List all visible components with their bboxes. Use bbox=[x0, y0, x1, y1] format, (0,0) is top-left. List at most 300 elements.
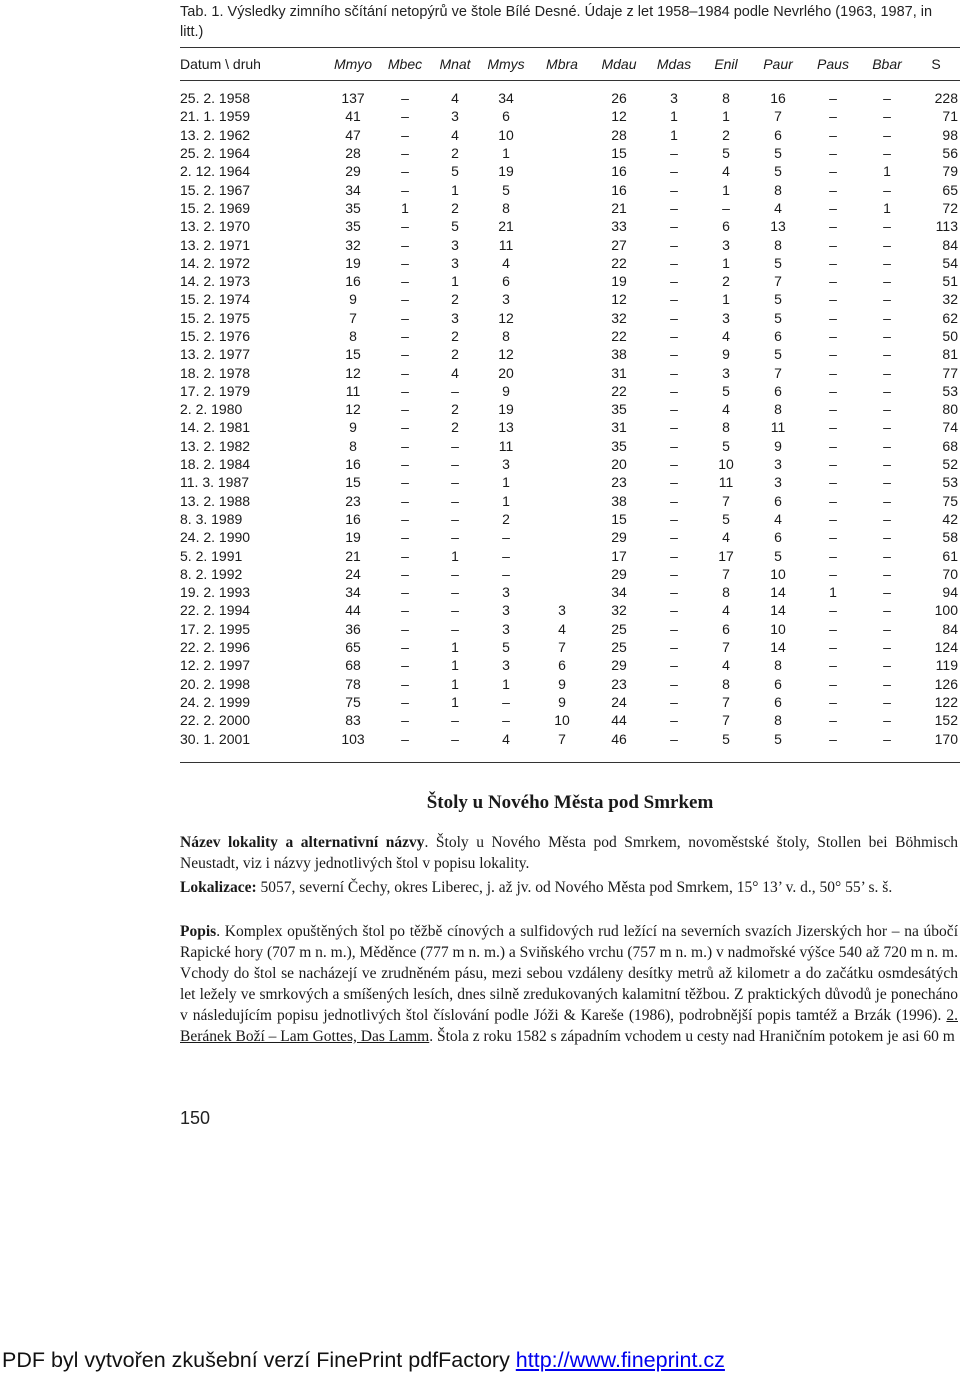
count-cell: – bbox=[670, 236, 678, 253]
count-cell bbox=[534, 162, 590, 180]
count-cell: – bbox=[401, 273, 409, 290]
count-cell: 19 bbox=[611, 273, 627, 290]
count-cell bbox=[534, 455, 590, 473]
table-row bbox=[180, 126, 960, 144]
count-cell: – bbox=[883, 108, 891, 125]
count-cell bbox=[534, 327, 590, 345]
count-cell: – bbox=[401, 108, 409, 125]
header-species: Mdau bbox=[590, 48, 648, 81]
date-cell: 12. 2. 1997 bbox=[180, 657, 251, 674]
count-cell: – bbox=[451, 529, 459, 546]
table-row bbox=[180, 235, 960, 253]
table-row bbox=[180, 217, 960, 235]
count-cell: 2 bbox=[451, 291, 459, 308]
header-species: Mmys bbox=[478, 48, 534, 81]
header-species: Paur bbox=[752, 48, 804, 81]
count-cell bbox=[534, 309, 590, 327]
count-cell: – bbox=[401, 492, 409, 509]
date-cell: 21. 1. 1959 bbox=[180, 108, 251, 125]
count-cell: 1 bbox=[451, 657, 459, 674]
count-cell: – bbox=[883, 437, 891, 454]
count-cell: 38 bbox=[611, 346, 627, 363]
sum-cell: 98 bbox=[942, 126, 958, 143]
count-cell: – bbox=[670, 254, 678, 271]
count-cell bbox=[534, 583, 590, 601]
count-cell: 15 bbox=[345, 474, 361, 491]
count-cell: 5 bbox=[774, 346, 782, 363]
count-cell: 4 bbox=[722, 401, 730, 418]
count-cell bbox=[534, 254, 590, 272]
table-row bbox=[180, 510, 960, 528]
count-cell: 12 bbox=[498, 346, 514, 363]
count-cell: – bbox=[883, 291, 891, 308]
count-cell: 3 bbox=[502, 456, 510, 473]
date-cell: 15. 2. 1969 bbox=[180, 199, 251, 216]
table-row bbox=[180, 583, 960, 601]
count-cell: 32 bbox=[345, 236, 361, 253]
count-cell: 5 bbox=[451, 218, 459, 235]
count-cell: – bbox=[829, 565, 837, 582]
count-cell: 7 bbox=[558, 730, 566, 747]
count-cell: – bbox=[883, 657, 891, 674]
count-cell: 34 bbox=[611, 584, 627, 601]
count-cell: 6 bbox=[558, 657, 566, 674]
count-cell: 3 bbox=[774, 456, 782, 473]
count-cell: 21 bbox=[498, 218, 514, 235]
table-row bbox=[180, 492, 960, 510]
count-cell: – bbox=[670, 510, 678, 527]
count-cell: 15 bbox=[345, 346, 361, 363]
paragraph-description-label: Popis bbox=[180, 923, 217, 940]
spacer-cell bbox=[180, 81, 960, 90]
count-cell: – bbox=[670, 547, 678, 564]
count-cell: 1 bbox=[451, 693, 459, 710]
count-cell: 5 bbox=[722, 730, 730, 747]
count-cell: 2 bbox=[451, 419, 459, 436]
count-cell bbox=[534, 382, 590, 400]
count-cell: 11 bbox=[718, 474, 734, 491]
count-cell: 12 bbox=[345, 364, 361, 381]
header-species: Mbra bbox=[534, 48, 590, 81]
count-cell: – bbox=[883, 547, 891, 564]
count-cell: 7 bbox=[349, 309, 357, 326]
adit-name-link: 2. Beránek Boží – Lam Gottes, Das Lamm bbox=[180, 1007, 958, 1045]
count-cell: 8 bbox=[774, 181, 782, 198]
count-cell: – bbox=[829, 474, 837, 491]
count-cell: 2 bbox=[451, 199, 459, 216]
count-cell: 7 bbox=[722, 712, 730, 729]
count-cell: 3 bbox=[502, 602, 510, 619]
count-cell: – bbox=[670, 291, 678, 308]
date-cell: 24. 2. 1999 bbox=[180, 693, 251, 710]
table-row bbox=[180, 400, 960, 418]
sum-cell: 100 bbox=[934, 602, 958, 619]
count-cell: 8 bbox=[774, 236, 782, 253]
count-cell: 1 bbox=[451, 181, 459, 198]
paragraph-location-text: 5057, severní Čechy, okres Liberec, j. až jv. od Nového Města pod Smrkem, 15° 13’ v. d., 50° 55’ s. š. bbox=[256, 879, 893, 896]
count-cell: – bbox=[670, 309, 678, 326]
count-cell: – bbox=[883, 328, 891, 344]
count-cell bbox=[534, 199, 590, 217]
count-cell: 1 bbox=[883, 199, 891, 216]
count-cell: – bbox=[502, 712, 510, 729]
date-cell: 15. 2. 1975 bbox=[180, 309, 251, 326]
count-cell: – bbox=[829, 199, 837, 216]
count-cell: – bbox=[883, 126, 891, 143]
bat-count-table bbox=[180, 47, 960, 763]
paragraph-description bbox=[180, 921, 958, 1047]
count-cell: 6 bbox=[774, 529, 782, 546]
count-cell: 5 bbox=[722, 437, 730, 454]
count-cell bbox=[534, 345, 590, 363]
count-cell: 3 bbox=[774, 474, 782, 491]
header-species: Mmyo bbox=[328, 48, 378, 81]
count-cell: 4 bbox=[558, 620, 566, 637]
count-cell: – bbox=[883, 181, 891, 198]
sum-cell: 81 bbox=[942, 346, 958, 363]
count-cell: – bbox=[401, 547, 409, 564]
count-cell: 5 bbox=[774, 730, 782, 747]
date-cell: 13. 2. 1970 bbox=[180, 218, 251, 235]
count-cell: 2 bbox=[722, 126, 730, 143]
count-cell: 15 bbox=[611, 510, 627, 527]
count-cell: 137 bbox=[341, 90, 365, 107]
table-header-row bbox=[180, 48, 960, 81]
sum-cell: 126 bbox=[934, 675, 958, 692]
count-cell: – bbox=[670, 639, 678, 656]
count-cell: – bbox=[829, 108, 837, 125]
count-cell: 7 bbox=[558, 639, 566, 656]
count-cell: 4 bbox=[722, 657, 730, 674]
paragraph-location-label: Lokalizace: bbox=[180, 879, 257, 896]
header-species: Mbec bbox=[378, 48, 432, 81]
count-cell: 23 bbox=[345, 492, 361, 509]
count-cell: – bbox=[670, 657, 678, 674]
date-cell: 13. 2. 1977 bbox=[180, 346, 251, 363]
count-cell: 1 bbox=[829, 584, 837, 601]
count-cell: 20 bbox=[498, 364, 514, 381]
sum-cell: 68 bbox=[942, 437, 958, 454]
count-cell: – bbox=[883, 346, 891, 363]
date-cell: 22. 2. 1996 bbox=[180, 639, 251, 656]
count-cell: – bbox=[883, 254, 891, 271]
count-cell: – bbox=[829, 529, 837, 546]
count-cell: 1 bbox=[722, 254, 730, 271]
count-cell: 2 bbox=[451, 328, 459, 344]
count-cell: – bbox=[401, 346, 409, 363]
paragraph-name bbox=[180, 832, 958, 874]
count-cell: – bbox=[502, 529, 510, 546]
count-cell bbox=[534, 510, 590, 528]
count-cell: – bbox=[883, 712, 891, 729]
count-cell: 1 bbox=[722, 291, 730, 308]
count-cell: – bbox=[670, 565, 678, 582]
count-cell: 4 bbox=[722, 328, 730, 344]
count-cell: 36 bbox=[345, 620, 361, 637]
count-cell: 6 bbox=[774, 693, 782, 710]
table-row bbox=[180, 473, 960, 491]
count-cell: 6 bbox=[774, 675, 782, 692]
table-row bbox=[180, 199, 960, 217]
count-cell: 32 bbox=[611, 602, 627, 619]
count-cell: – bbox=[670, 419, 678, 436]
date-cell: 8. 3. 1989 bbox=[180, 510, 243, 527]
count-cell: – bbox=[670, 273, 678, 290]
count-cell: 35 bbox=[611, 437, 627, 454]
count-cell: 4 bbox=[502, 730, 510, 747]
count-cell: – bbox=[451, 456, 459, 473]
count-cell: – bbox=[670, 401, 678, 418]
table-row bbox=[180, 638, 960, 656]
count-cell: 4 bbox=[774, 199, 782, 216]
count-cell: – bbox=[502, 565, 510, 582]
count-cell: – bbox=[829, 693, 837, 710]
count-cell: 14 bbox=[770, 602, 786, 619]
count-cell: – bbox=[829, 437, 837, 454]
count-cell bbox=[534, 418, 590, 436]
count-cell: 22 bbox=[611, 382, 627, 399]
count-cell: – bbox=[883, 382, 891, 399]
count-cell: – bbox=[829, 492, 837, 509]
count-cell: – bbox=[670, 364, 678, 381]
table-row bbox=[180, 729, 960, 747]
sum-cell: 74 bbox=[942, 419, 958, 436]
count-cell: 3 bbox=[451, 309, 459, 326]
date-cell: 15. 2. 1967 bbox=[180, 181, 251, 198]
count-cell: 8 bbox=[502, 199, 510, 216]
count-cell: – bbox=[829, 657, 837, 674]
count-cell: 6 bbox=[502, 273, 510, 290]
date-cell: 8. 2. 1992 bbox=[180, 565, 243, 582]
count-cell: – bbox=[829, 90, 837, 107]
count-cell: 6 bbox=[774, 382, 782, 399]
count-cell: 8 bbox=[722, 584, 730, 601]
sum-cell: 61 bbox=[942, 547, 958, 564]
page-number: 150 bbox=[180, 1108, 211, 1128]
count-cell: – bbox=[829, 712, 837, 729]
count-cell: – bbox=[670, 730, 678, 747]
count-cell: 3 bbox=[502, 584, 510, 601]
count-cell: – bbox=[401, 712, 409, 729]
count-cell: 3 bbox=[670, 90, 678, 107]
count-cell: – bbox=[670, 328, 678, 344]
count-cell: 3 bbox=[502, 657, 510, 674]
count-cell: – bbox=[401, 254, 409, 271]
count-cell: 41 bbox=[345, 108, 361, 125]
count-cell: 29 bbox=[611, 529, 627, 546]
count-cell: 9 bbox=[349, 291, 357, 308]
count-cell: – bbox=[670, 620, 678, 637]
date-cell: 13. 2. 1971 bbox=[180, 236, 251, 253]
date-cell: 25. 2. 1958 bbox=[180, 90, 251, 107]
count-cell: – bbox=[670, 218, 678, 235]
count-cell: – bbox=[670, 492, 678, 509]
count-cell: 3 bbox=[502, 291, 510, 308]
count-cell: – bbox=[401, 510, 409, 527]
count-cell: 14 bbox=[770, 639, 786, 656]
count-cell: 8 bbox=[774, 712, 782, 729]
count-cell: 9 bbox=[502, 382, 510, 399]
count-cell: – bbox=[829, 639, 837, 656]
count-cell: 9 bbox=[722, 346, 730, 363]
sum-cell: 54 bbox=[942, 254, 958, 271]
count-cell: 2 bbox=[451, 346, 459, 363]
count-cell: 13 bbox=[498, 419, 514, 436]
count-cell: – bbox=[451, 584, 459, 601]
table-row bbox=[180, 382, 960, 400]
table-row bbox=[180, 711, 960, 729]
sum-cell: 32 bbox=[942, 291, 958, 308]
table-bottom-rule bbox=[180, 748, 960, 763]
count-cell: 5 bbox=[502, 639, 510, 656]
count-cell: – bbox=[829, 273, 837, 290]
count-cell: 33 bbox=[611, 218, 627, 235]
count-cell: 1 bbox=[502, 145, 510, 162]
sum-cell: 70 bbox=[942, 565, 958, 582]
count-cell: 1 bbox=[722, 108, 730, 125]
sum-cell: 84 bbox=[942, 620, 958, 637]
count-cell: 8 bbox=[774, 657, 782, 674]
date-cell: 30. 1. 2001 bbox=[180, 730, 251, 747]
date-cell: 15. 2. 1974 bbox=[180, 291, 251, 308]
count-cell: 2 bbox=[502, 510, 510, 527]
count-cell: – bbox=[883, 474, 891, 491]
count-cell: – bbox=[451, 437, 459, 454]
count-cell: – bbox=[829, 236, 837, 253]
count-cell: 4 bbox=[451, 364, 459, 381]
count-cell: 23 bbox=[611, 675, 627, 692]
count-cell bbox=[534, 144, 590, 162]
count-cell: 4 bbox=[722, 602, 730, 619]
sum-cell: 77 bbox=[942, 364, 958, 381]
sum-cell: 65 bbox=[942, 181, 958, 198]
count-cell: – bbox=[670, 145, 678, 162]
count-cell: – bbox=[883, 401, 891, 418]
count-cell: 8 bbox=[722, 675, 730, 692]
count-cell: 34 bbox=[345, 584, 361, 601]
sum-cell: 56 bbox=[942, 145, 958, 162]
count-cell: 2 bbox=[451, 145, 459, 162]
count-cell: 1 bbox=[451, 273, 459, 290]
count-cell: 16 bbox=[345, 510, 361, 527]
date-cell: 18. 2. 1984 bbox=[180, 456, 251, 473]
count-cell: 24 bbox=[345, 565, 361, 582]
count-cell bbox=[534, 89, 590, 107]
count-cell: 12 bbox=[498, 309, 514, 326]
table-row bbox=[180, 437, 960, 455]
sum-cell: 124 bbox=[934, 639, 958, 656]
count-cell: 5 bbox=[722, 382, 730, 399]
count-cell: 6 bbox=[722, 218, 730, 235]
table-row bbox=[180, 675, 960, 693]
count-cell: 11 bbox=[498, 236, 514, 253]
count-cell: – bbox=[829, 730, 837, 747]
count-cell: 44 bbox=[611, 712, 627, 729]
count-cell: – bbox=[883, 510, 891, 527]
count-cell: – bbox=[883, 309, 891, 326]
date-cell: 2. 12. 1964 bbox=[180, 163, 251, 180]
count-cell: 32 bbox=[611, 309, 627, 326]
count-cell: 22 bbox=[611, 254, 627, 271]
table-row bbox=[180, 363, 960, 381]
count-cell: – bbox=[829, 254, 837, 271]
count-cell: – bbox=[829, 126, 837, 143]
count-cell: 6 bbox=[502, 108, 510, 125]
date-cell: 17. 2. 1995 bbox=[180, 620, 251, 637]
footer-link[interactable]: http://www.fineprint.cz bbox=[515, 1348, 725, 1372]
count-cell: 5 bbox=[722, 510, 730, 527]
table-caption: Tab. 1. Výsledky zimního sčítání netopýrů ve štole Bílé Desné. Údaje z let 1958–1984 podle Nevrlého (1963, 1987, in litt.) bbox=[180, 4, 933, 40]
count-cell: – bbox=[722, 199, 730, 216]
sum-cell: 79 bbox=[942, 163, 958, 180]
sum-cell: 170 bbox=[934, 730, 958, 747]
count-cell: 1 bbox=[451, 547, 459, 564]
count-cell: – bbox=[829, 510, 837, 527]
count-cell: 29 bbox=[611, 657, 627, 674]
count-cell: – bbox=[670, 199, 678, 216]
table-spacer bbox=[180, 81, 960, 90]
count-cell: – bbox=[401, 730, 409, 747]
sum-cell: 53 bbox=[942, 474, 958, 491]
count-cell: 78 bbox=[345, 675, 361, 692]
count-cell: – bbox=[670, 474, 678, 491]
count-cell: 29 bbox=[611, 565, 627, 582]
count-cell bbox=[534, 363, 590, 381]
count-cell: – bbox=[829, 456, 837, 473]
count-cell: – bbox=[401, 657, 409, 674]
count-cell: 16 bbox=[345, 456, 361, 473]
count-cell: – bbox=[883, 693, 891, 710]
count-cell: 11 bbox=[498, 437, 514, 454]
count-cell: 20 bbox=[611, 456, 627, 473]
count-cell: 5 bbox=[774, 547, 782, 564]
count-cell: – bbox=[502, 693, 510, 710]
count-cell: 65 bbox=[345, 639, 361, 656]
count-cell: 10 bbox=[554, 712, 570, 729]
count-cell: 12 bbox=[611, 291, 627, 308]
sum-cell: 75 bbox=[942, 492, 958, 509]
count-cell: 8 bbox=[349, 328, 357, 344]
count-cell: – bbox=[883, 730, 891, 747]
count-cell: – bbox=[401, 291, 409, 308]
count-cell bbox=[534, 437, 590, 455]
sum-cell: 84 bbox=[942, 236, 958, 253]
sum-cell: 50 bbox=[942, 328, 958, 344]
count-cell: – bbox=[883, 456, 891, 473]
count-cell: 4 bbox=[451, 90, 459, 107]
count-cell: 1 bbox=[502, 474, 510, 491]
date-cell: 22. 2. 2000 bbox=[180, 712, 251, 729]
count-cell: – bbox=[401, 90, 409, 107]
date-cell: 24. 2. 1990 bbox=[180, 529, 251, 546]
count-cell: 3 bbox=[558, 602, 566, 619]
count-cell: – bbox=[883, 529, 891, 546]
count-cell: 3 bbox=[722, 309, 730, 326]
count-cell: 17 bbox=[718, 547, 734, 564]
count-cell: – bbox=[829, 675, 837, 692]
count-cell: – bbox=[401, 639, 409, 656]
count-cell: 8 bbox=[502, 328, 510, 344]
count-cell bbox=[534, 217, 590, 235]
count-cell: 1 bbox=[670, 126, 678, 143]
count-cell: 8 bbox=[722, 419, 730, 436]
count-cell: – bbox=[829, 382, 837, 399]
count-cell: – bbox=[401, 437, 409, 454]
count-cell: 4 bbox=[722, 163, 730, 180]
count-cell: 19 bbox=[345, 254, 361, 271]
count-cell: 3 bbox=[451, 236, 459, 253]
table-row bbox=[180, 656, 960, 674]
